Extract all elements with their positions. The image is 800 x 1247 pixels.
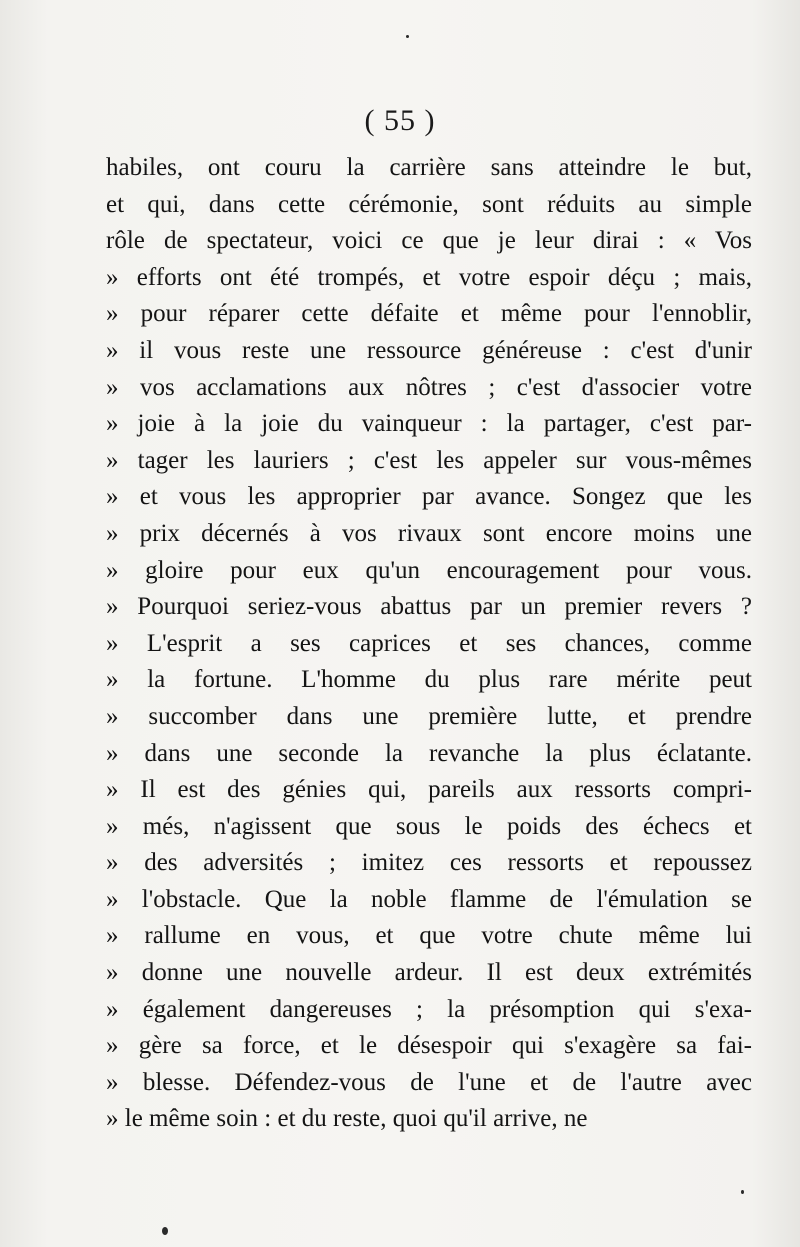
page-number: ( 55 ) bbox=[364, 104, 436, 137]
ink-speck bbox=[162, 1227, 168, 1235]
text-line: » Pourquoi seriez-vous abattus par un premier revers ? bbox=[106, 593, 752, 621]
text-line: » joie à la joie du vainqueur : la partager, c'est par- bbox=[106, 410, 752, 438]
text-line: habiles, ont couru la carrière sans atteindre le but, bbox=[106, 154, 752, 181]
body-text bbox=[106, 150, 752, 1138]
text-line: » également dangereuses ; la présomption qui s'exa- bbox=[106, 995, 752, 1023]
text-line: » efforts ont été trompés, et votre espoir déçu ; mais, bbox=[106, 263, 752, 291]
text-line: » gloire pour eux qu'un encouragement pour vous. bbox=[106, 556, 752, 584]
text-line: » des adversités ; imitez ces ressorts et repoussez bbox=[106, 849, 752, 877]
text-line: » més, n'agissent que sous le poids des échecs et bbox=[106, 812, 752, 840]
text-line: » Il est des génies qui, pareils aux ressorts compri- bbox=[106, 776, 752, 804]
text-line: » prix décernés à vos rivaux sont encore moins une bbox=[106, 519, 752, 547]
ink-speck bbox=[406, 35, 409, 38]
text-line: » l'obstacle. Que la noble flamme de l'émulation se bbox=[106, 885, 752, 913]
text-line: » dans une seconde la revanche la plus éclatante. bbox=[106, 739, 752, 767]
text-line: » tager les lauriers ; c'est les appeler sur vous-mêmes bbox=[106, 446, 752, 474]
text-line: » blesse. Défendez-vous de l'une et de l'autre avec bbox=[106, 1068, 752, 1096]
ink-speck bbox=[741, 1190, 744, 1194]
text-line: » succomber dans une première lutte, et prendre bbox=[106, 702, 752, 730]
text-line: » donne une nouvelle ardeur. Il est deux extrémités bbox=[106, 959, 752, 987]
text-line: » la fortune. L'homme du plus rare mérite peut bbox=[106, 666, 752, 694]
text-line: » gère sa force, et le désespoir qui s'exagère sa fai- bbox=[106, 1032, 752, 1060]
text-line: » le même soin : et du reste, quoi qu'il arrive, ne bbox=[106, 1105, 588, 1133]
text-line: » L'esprit a ses caprices et ses chances, comme bbox=[106, 629, 752, 657]
text-line: » il vous reste une ressource généreuse : c'est d'unir bbox=[106, 336, 752, 364]
text-line: et qui, dans cette cérémonie, sont réduits au simple bbox=[106, 190, 752, 218]
text-line: rôle de spectateur, voici ce que je leur dirai : « Vos bbox=[106, 227, 752, 255]
text-line: » rallume en vous, et que votre chute même lui bbox=[106, 922, 752, 950]
text-line: » et vous les approprier par avance. Songez que les bbox=[106, 483, 752, 511]
text-line: » vos acclamations aux nôtres ; c'est d'associer votre bbox=[106, 373, 752, 401]
text-line: » pour réparer cette défaite et même pour l'ennoblir, bbox=[106, 300, 752, 328]
